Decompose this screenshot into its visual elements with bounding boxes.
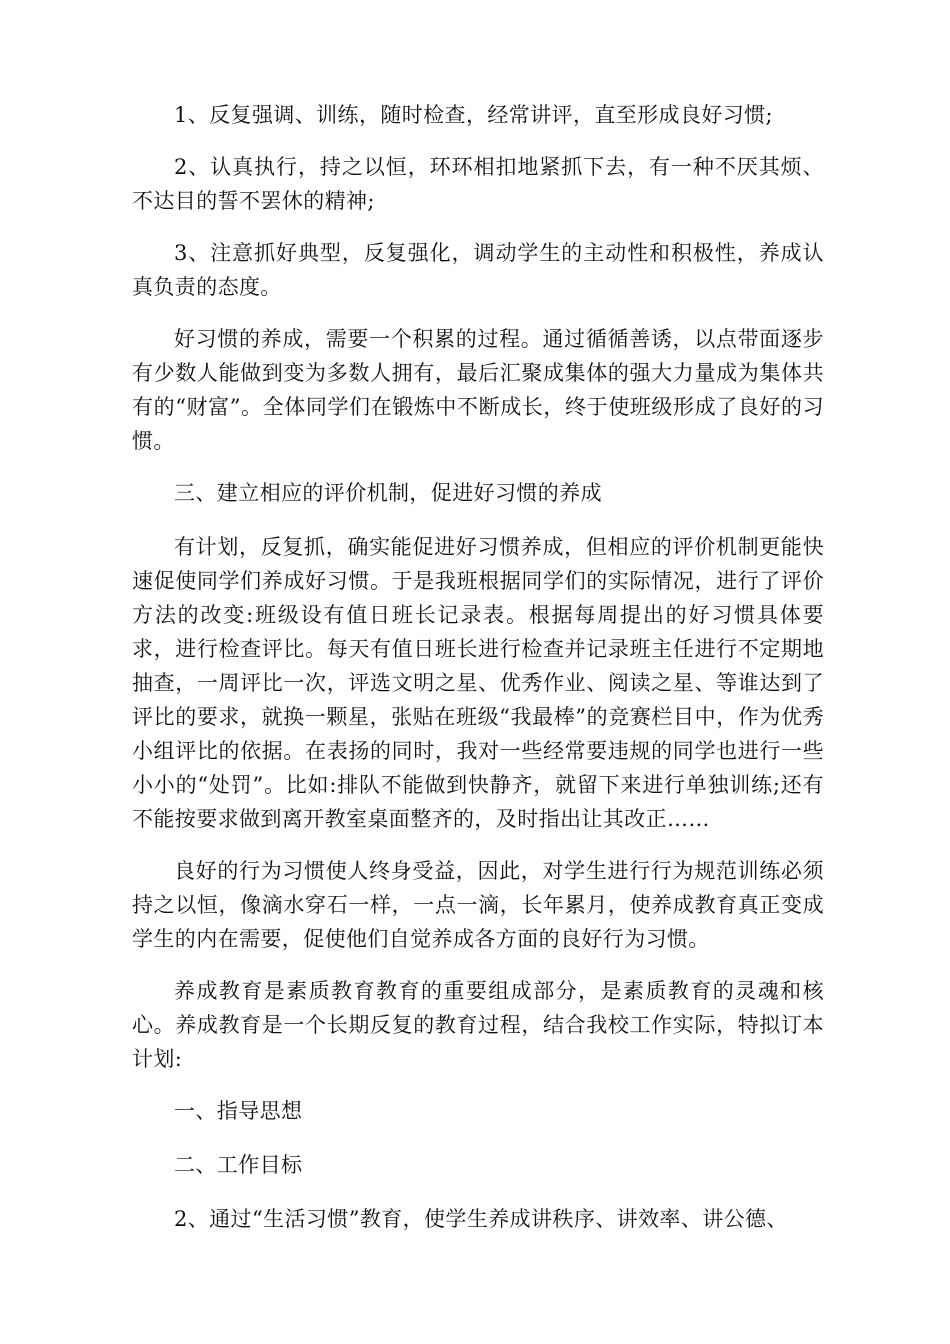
list-item-2: 2、认真执行，持之以恒，环环相扣地紧抓下去，有一种不厌其烦、不达目的誓不罢休的精神; [132,155,824,213]
list-item-goal-2: 2、通过“生活习惯”教育，使学生养成讲秩序、讲效率、讲公德、 [174,1207,788,1231]
section-heading-guiding-thought: 一、指导思想 [174,1099,303,1123]
body-paragraph: 有计划，反复抓，确实能促进好习惯养成，但相应的评价机制更能快速促使同学们养成好习惯。于是我班根据同学们的实际情况，进行了评价方法的改变:班级设有值日班长记录表。根据每周提出的好习惯具体要求，进行检查评比。每天有值日班长进行检查并记录班主任进行不定期地抽查，一周评比一次，评选文明之星、优秀作业、阅读之星、等谁达到了评比的要求，就换一颗星，张贴在班级“我最棒”的竞赛栏目中，作为优秀小组评比的依据。在表扬的同时，我对一些经常要违规的同学也进行一些小小的“处罚”。比如:排队不能做到快静齐，就留下来进行单独训练;还有不能按要求做到离开教室桌面整齐的，及时指出让其改正…… [132,535,824,831]
body-paragraph: 养成教育是素质教育教育的重要组成部分，是素质教育的灵魂和核心。养成教育是一个长期反复的教育过程，结合我校工作实际，特拟订本计划: [132,979,824,1071]
section-heading-evaluation: 三、建立相应的评价机制，促进好习惯的养成 [174,481,602,505]
list-item-1: 1、反复强调、训练，随时检查，经常讲评，直至形成良好习惯; [174,103,774,127]
document-page [132,98,824,1254]
section-heading-work-goals: 二、工作目标 [174,1153,303,1177]
list-item-3: 3、注意抓好典型，反复强化，调动学生的主动性和积极性，养成认真负责的态度。 [132,241,824,299]
body-paragraph: 良好的行为习惯使人终身受益，因此，对学生进行行为规范训练必须持之以恒，像滴水穿石一样，一点一滴，长年累月，使养成教育真正变成学生的内在需要，促使他们自觉养成各方面的良好行为习惯。 [132,859,824,951]
body-paragraph: 好习惯的养成，需要一个积累的过程。通过循循善诱，以点带面逐步有少数人能做到变为多数人拥有，最后汇聚成集体的强大力量成为集体共有的“财富”。全体同学们在锻炼中不断成长，终于使班级形成了良好的习惯。 [132,327,824,453]
